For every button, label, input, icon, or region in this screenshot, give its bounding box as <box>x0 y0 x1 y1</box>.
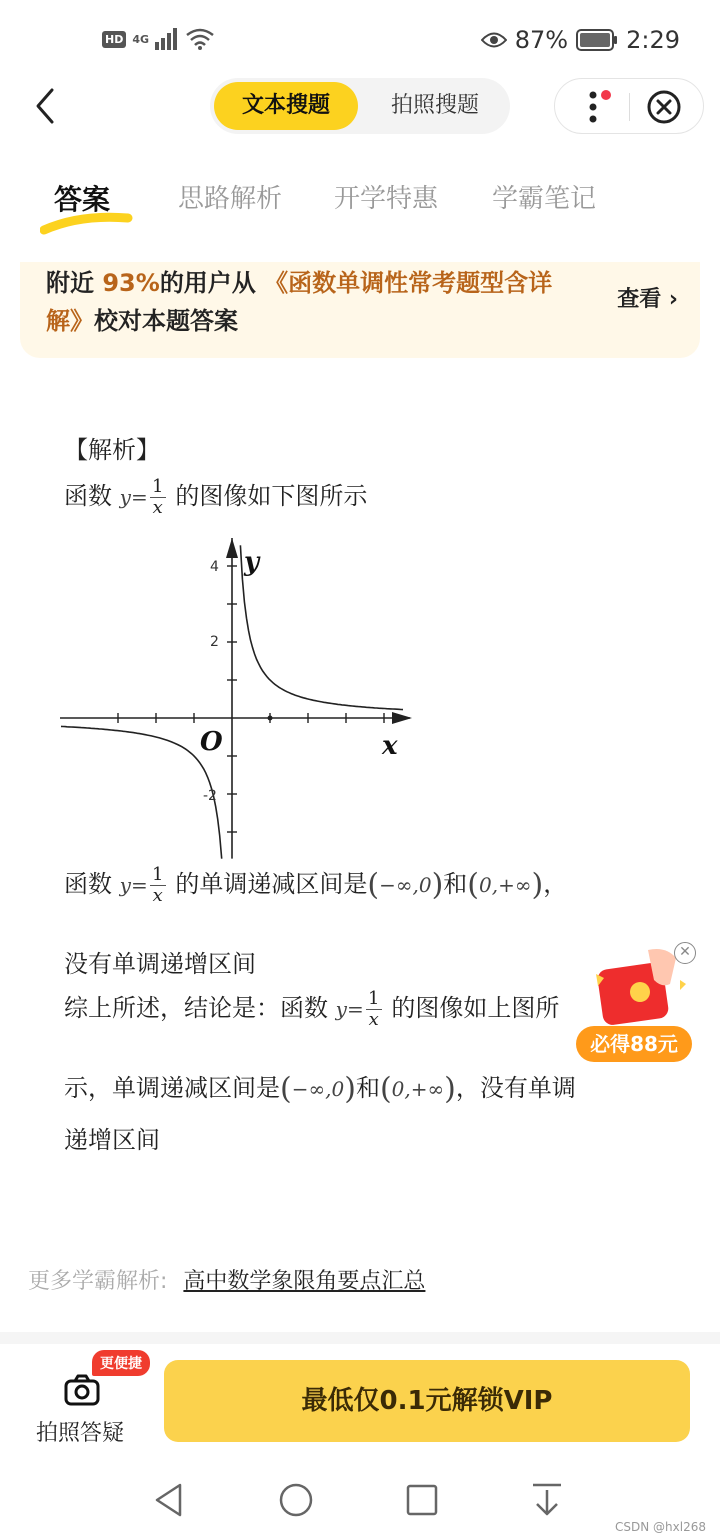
close-icon[interactable] <box>647 90 681 124</box>
hd-badge: HD <box>102 31 126 48</box>
nav-pulldown-icon[interactable] <box>530 1482 564 1518</box>
comma: ， <box>543 870 568 898</box>
photo-qa-label: 拍照答疑 <box>36 1421 125 1446</box>
line4-prefix: 综上所述，结论是：函数 <box>64 994 328 1022</box>
answer-line-5 <box>64 1068 576 1107</box>
fraction <box>150 477 166 518</box>
func-lhs: y= <box>119 485 148 509</box>
capsule-divider <box>629 93 630 121</box>
bottom-action-bar <box>0 1344 720 1454</box>
interval-1: −∞,0 <box>379 873 432 897</box>
line5-suffix: ，没有单调 <box>455 1074 576 1102</box>
tab-photo-search[interactable]: 拍照搜题 <box>390 93 479 118</box>
fraction-denominator: x <box>368 1008 379 1030</box>
back-arrow-icon <box>30 84 60 128</box>
camera-icon <box>64 1374 100 1406</box>
answer-line-1 <box>64 476 367 518</box>
fraction <box>366 989 382 1030</box>
interval-2: 0,+∞ <box>479 873 532 897</box>
fraction <box>150 865 166 906</box>
mini-program-capsule <box>554 78 704 134</box>
paren-close: ) <box>531 867 544 903</box>
tab-answer[interactable]: 答案 <box>54 183 111 216</box>
y-axis-label: y <box>244 547 260 577</box>
banner-view-link[interactable] <box>617 282 678 313</box>
more-analysis-label: 更多学霸解析: <box>28 1269 168 1294</box>
line2-mid: 的单调递减区间是 <box>175 870 368 898</box>
network-label: 4G <box>132 32 150 46</box>
status-left <box>102 28 215 50</box>
fraction-denominator: x <box>152 884 163 906</box>
banner-doc-title: 《函数单调性常考题型含详解》 <box>46 269 553 335</box>
paren-close: ) <box>444 1071 456 1107</box>
paren-open: ( <box>280 1071 292 1107</box>
curve-branch-negative <box>61 726 222 858</box>
and-word: 和 <box>443 870 468 898</box>
answer-line-6: 递增区间 <box>64 1126 160 1154</box>
bottom-divider <box>0 1332 720 1344</box>
line1-suffix: 的图像如下图所示 <box>175 482 368 510</box>
line5-prefix: 示，单调递减区间是 <box>64 1074 280 1102</box>
fraction-numerator: 1 <box>151 475 164 497</box>
wifi-icon <box>185 28 215 50</box>
banner-middle: 的用户从 <box>159 269 265 297</box>
origin-label: O <box>200 727 223 757</box>
banner-percent: 93% <box>102 269 160 297</box>
line1-prefix: 函数 <box>64 482 112 510</box>
interval-2: 0,+∞ <box>391 1077 445 1101</box>
banner-suffix: 校对本题答案 <box>94 307 238 335</box>
fraction-numerator: 1 <box>367 987 380 1009</box>
battery-percent: 87% <box>514 26 569 54</box>
banner-text <box>46 264 566 340</box>
paren-open: ( <box>367 867 380 903</box>
unlock-vip-button[interactable]: 最低仅0.1元解锁VIP <box>164 1360 690 1442</box>
tick-label-2: 2 <box>210 634 219 650</box>
eye-icon <box>481 31 507 49</box>
graph-ticks <box>118 566 384 832</box>
interval-1: −∞,0 <box>291 1077 345 1101</box>
paren-open: ( <box>467 867 479 903</box>
content-tabs <box>0 168 720 238</box>
answer-line-2 <box>64 864 567 906</box>
red-packet-label: 必得88元 <box>576 1026 692 1062</box>
fraction-denominator: x <box>152 496 163 518</box>
answer-line-3: 没有单调递增区间 <box>64 950 256 978</box>
tab-text-search[interactable]: 文本搜题 <box>214 82 358 130</box>
y-axis-arrow <box>226 538 238 558</box>
more-analysis-link[interactable]: 高中数学象限角要点汇总 <box>183 1269 426 1294</box>
tab-reasoning[interactable]: 思路解析 <box>178 184 283 214</box>
red-packet-widget[interactable] <box>574 940 702 1064</box>
battery-icon <box>576 29 618 51</box>
x-axis-arrow <box>392 712 412 724</box>
tab-notes[interactable]: 学霸笔记 <box>492 184 597 214</box>
tick-label-neg2: -2 <box>203 788 217 804</box>
paren-close: ) <box>431 867 444 903</box>
photo-qa-button[interactable] <box>30 1370 140 1450</box>
graph-axes <box>60 538 412 859</box>
more-analysis <box>28 1264 425 1295</box>
chevron-right-icon: › <box>668 287 678 312</box>
func-lhs: y= <box>119 873 148 897</box>
nav-back-icon[interactable] <box>152 1482 186 1518</box>
banner-link-label: 查看 <box>617 287 662 312</box>
x-axis-label: x <box>382 731 398 761</box>
clock: 2:29 <box>626 26 680 54</box>
more-menu-icon[interactable] <box>581 87 613 127</box>
paren-open: ( <box>379 1071 392 1107</box>
system-nav-bar <box>0 1454 720 1540</box>
nav-recents-icon[interactable] <box>406 1484 438 1516</box>
line2-prefix: 函数 <box>64 870 112 898</box>
search-mode-toggle <box>210 78 510 134</box>
fraction-numerator: 1 <box>151 863 164 885</box>
status-right <box>481 26 680 54</box>
function-graph <box>60 534 420 864</box>
line4-suffix: 的图像如上图所 <box>391 994 560 1022</box>
banner-prefix: 附近 <box>46 269 103 297</box>
x-tick-dot <box>268 716 273 721</box>
top-bar <box>0 76 720 140</box>
status-bar <box>0 0 720 80</box>
nav-home-icon[interactable] <box>278 1482 314 1518</box>
func-lhs: y= <box>335 997 364 1021</box>
answer-line-4 <box>64 988 559 1030</box>
signal-icon <box>155 28 179 50</box>
analysis-heading: 【解析】 <box>64 436 160 464</box>
verification-banner[interactable] <box>20 262 700 358</box>
watermark: CSDN @hxl268 <box>615 1520 706 1534</box>
curve-branch-positive <box>240 545 403 709</box>
back-button[interactable] <box>30 84 70 134</box>
red-packet-close-icon[interactable]: ✕ <box>674 942 696 964</box>
tick-label-4: 4 <box>210 559 219 575</box>
convenience-badge: 更便捷 <box>92 1350 150 1376</box>
and-word: 和 <box>355 1074 380 1102</box>
tab-promo[interactable]: 开学特惠 <box>334 184 439 214</box>
red-packet-icon <box>592 944 688 1030</box>
paren-close: ) <box>344 1071 356 1107</box>
